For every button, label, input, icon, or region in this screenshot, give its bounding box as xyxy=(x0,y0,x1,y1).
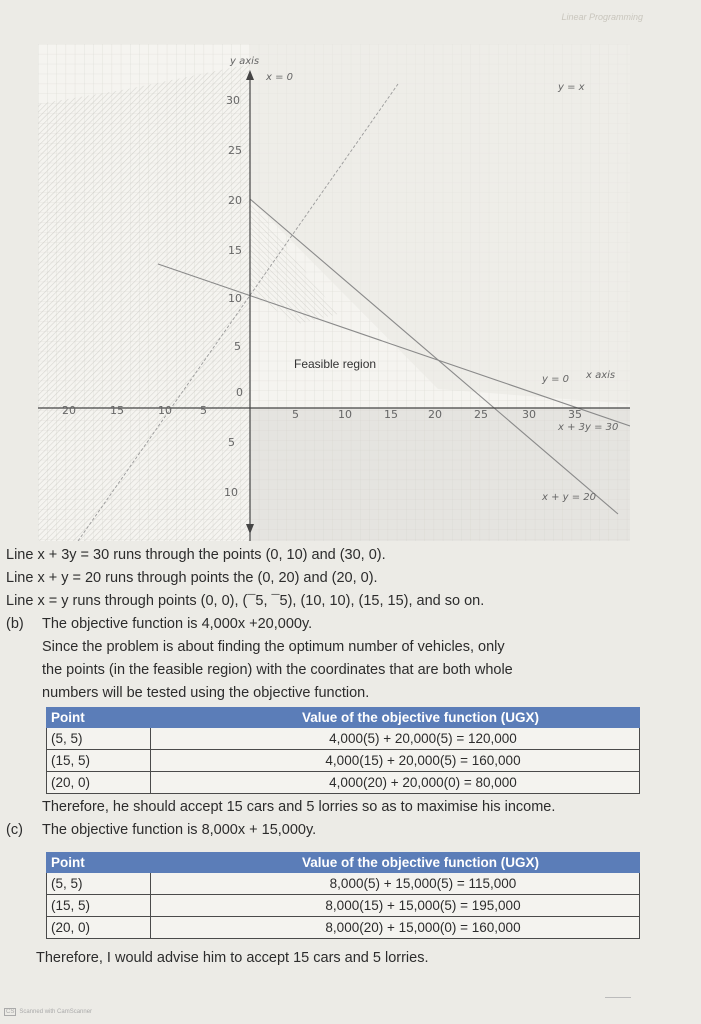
part-c-objective: The objective function is 8,000x + 15,000y. xyxy=(42,822,317,838)
part-c-conclusion: Therefore, I would advise him to accept 15 cars and 5 lorries. xyxy=(36,950,429,966)
part-c xyxy=(6,819,693,842)
table-row xyxy=(47,873,640,895)
y-tick-5: 5 xyxy=(234,340,241,353)
part-b-marker: (b) xyxy=(6,616,24,632)
y-tick-10: 10 xyxy=(228,292,242,305)
y-tick-neg10: 10 xyxy=(224,486,238,499)
table-cell-point: (5, 5) xyxy=(47,873,151,895)
x-eq-0-label: x = 0 xyxy=(266,72,294,83)
table-header-value: Value of the objective function (UGX) xyxy=(151,853,640,873)
x-tick-neg15: 15 xyxy=(110,404,124,417)
feasible-region-label: Feasible region xyxy=(294,357,377,371)
running-header: Linear Programming xyxy=(561,12,643,22)
table-cell-point: (20, 0) xyxy=(47,772,151,794)
x-tick-10: 10 xyxy=(338,408,352,421)
camscanner-badge: CS xyxy=(6,1009,15,1015)
part-b-table xyxy=(46,707,640,794)
part-c-table xyxy=(46,852,640,939)
y-tick-30: 30 xyxy=(226,94,240,107)
y-tick-15: 15 xyxy=(228,244,242,257)
x-tick-20: 20 xyxy=(428,408,442,421)
table-row xyxy=(47,772,640,794)
table-row xyxy=(47,895,640,917)
table-cell-value: 4,000(20) + 20,000(0) = 80,000 xyxy=(151,772,640,794)
part-c-marker: (c) xyxy=(6,822,23,838)
table-header-row xyxy=(47,708,640,728)
x-tick-25: 25 xyxy=(474,408,488,421)
line-text-2: Line x + y = 20 runs through points the (0, 20) and (20, 0). xyxy=(6,570,378,586)
table-cell-point: (15, 5) xyxy=(47,750,151,772)
line-text-3: Line x = y runs through points (0, 0), (¯5, ¯5), (10, 10), (15, 15), and so on. xyxy=(6,593,485,609)
x-axis-label: x axis xyxy=(586,370,616,381)
line-b-label: x + y = 20 xyxy=(542,492,597,503)
table-cell-value: 8,000(15) + 15,000(5) = 195,000 xyxy=(151,895,640,917)
line-a-label: x + 3y = 30 xyxy=(558,422,619,433)
linear-programming-graph xyxy=(38,44,630,541)
table-row xyxy=(47,750,640,772)
bottom-dash xyxy=(605,997,631,998)
table-cell-point: (20, 0) xyxy=(47,917,151,939)
table-row xyxy=(47,728,640,750)
table-cell-value: 8,000(20) + 15,000(0) = 160,000 xyxy=(151,917,640,939)
part-b-para-1: Since the problem is about finding the optimum number of vehicles, only xyxy=(42,639,505,655)
x-tick-5: 5 xyxy=(292,408,299,421)
x-tick-neg10: 10 xyxy=(158,404,172,417)
table-cell-value: 4,000(15) + 20,000(5) = 160,000 xyxy=(151,750,640,772)
table-header-point: Point xyxy=(47,708,151,728)
line-x-eq-y-label: y = x xyxy=(558,82,585,93)
table-header-value: Value of the objective function (UGX) xyxy=(151,708,640,728)
table-row xyxy=(47,917,640,939)
y-axis-label: y axis xyxy=(230,56,260,67)
part-b-objective: The objective function is 4,000x +20,000y. xyxy=(42,616,313,632)
line-text-1: Line x + 3y = 30 runs through the points (0, 10) and (30, 0). xyxy=(6,547,386,563)
table-cell-value: 8,000(5) + 15,000(5) = 115,000 xyxy=(151,873,640,895)
x-tick-neg5: 5 xyxy=(200,404,207,417)
y-tick-25: 25 xyxy=(228,144,242,157)
camscanner-footer xyxy=(4,1008,92,1016)
part-b-para-3: numbers will be tested using the objective function. xyxy=(42,685,370,701)
table-header-row xyxy=(47,853,640,873)
table-cell-value: 4,000(5) + 20,000(5) = 120,000 xyxy=(151,728,640,750)
table-cell-point: (15, 5) xyxy=(47,895,151,917)
x-tick-35: 35 xyxy=(568,408,582,421)
x-tick-neg20: 20 xyxy=(62,404,76,417)
table-cell-point: (5, 5) xyxy=(47,728,151,750)
x-tick-30: 30 xyxy=(522,408,536,421)
part-b xyxy=(6,613,693,636)
y-tick-neg5: 5 xyxy=(228,436,235,449)
y-tick-20: 20 xyxy=(228,194,242,207)
table-header-point: Point xyxy=(47,853,151,873)
shade-left xyxy=(38,64,250,541)
part-b-para-2: the points (in the feasible region) with the coordinates that are both whole xyxy=(42,662,513,678)
part-b-conclusion: Therefore, he should accept 15 cars and 5 lorries so as to maximise his income. xyxy=(42,799,556,815)
x-tick-15: 15 xyxy=(384,408,398,421)
graph-svg xyxy=(38,44,630,541)
camscanner-text: Scanned with CamScanner xyxy=(19,1009,93,1015)
y-tick-0: 0 xyxy=(236,386,243,399)
content-text xyxy=(6,544,693,970)
y-eq-0-label: y = 0 xyxy=(542,374,570,385)
